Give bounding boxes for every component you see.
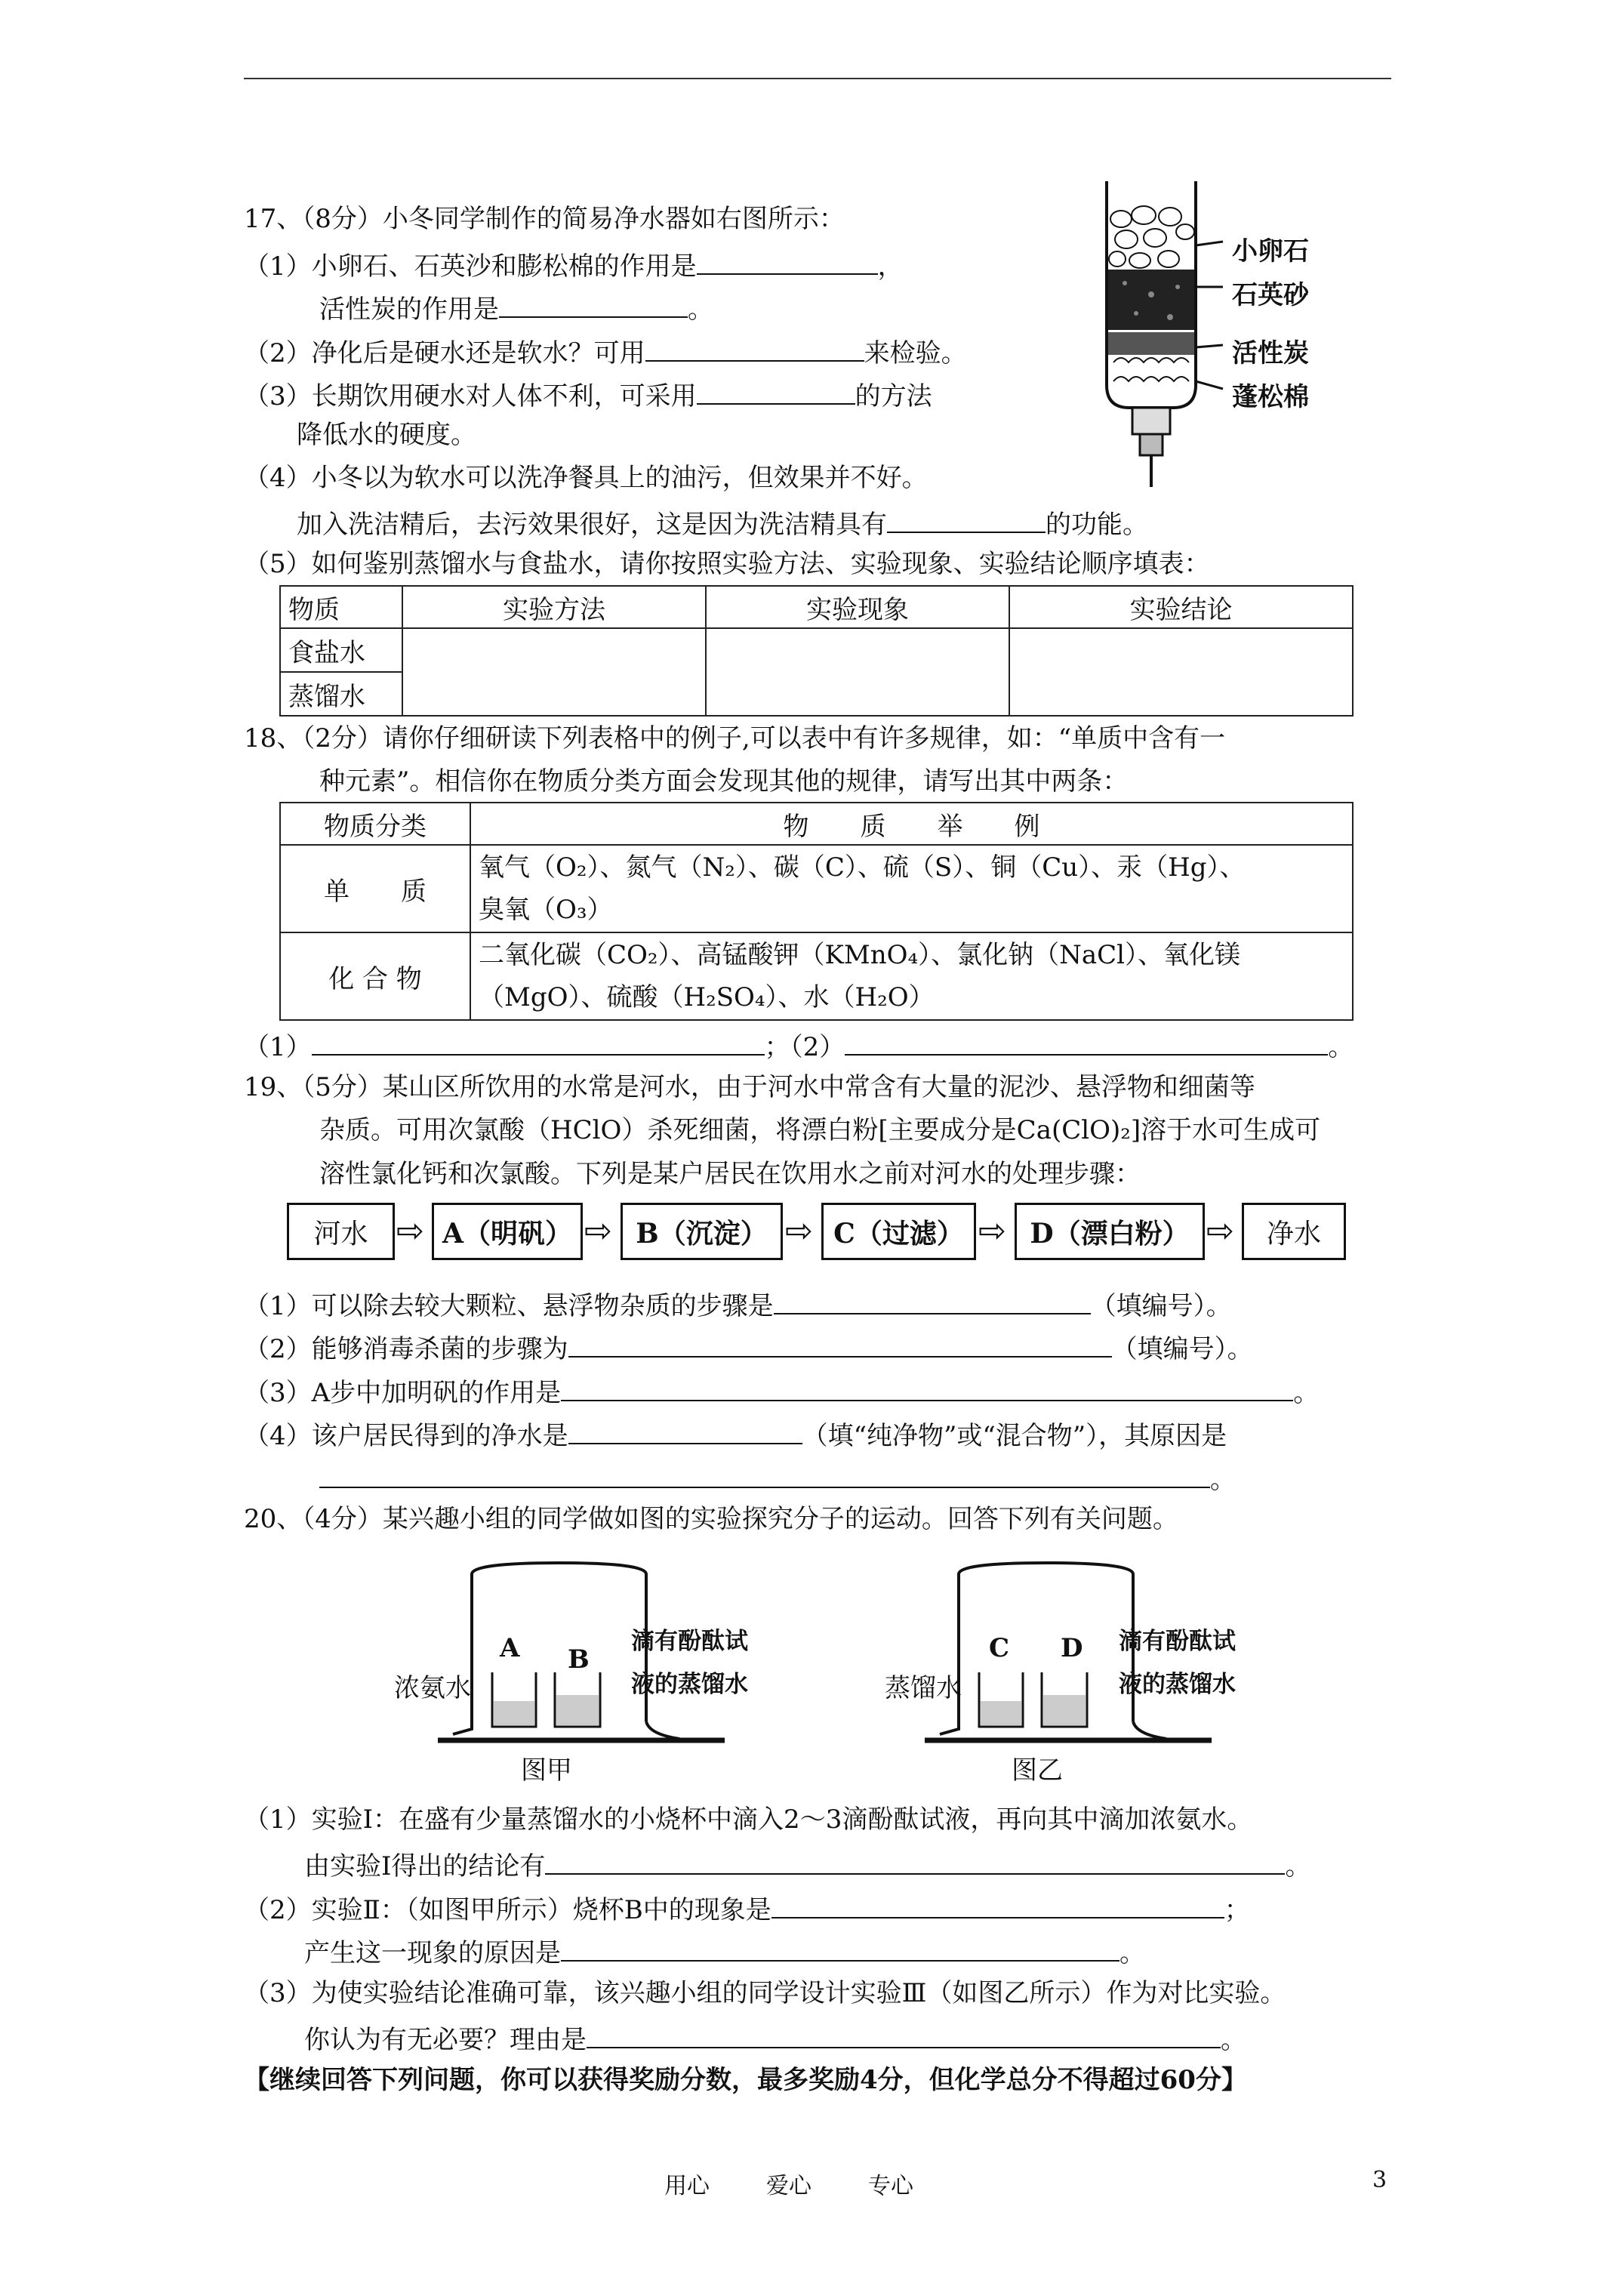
fig-yi-label-right1: 滴有酚酞试 xyxy=(1119,1628,1236,1655)
fig-yi-beaker-d: D xyxy=(1061,1633,1083,1663)
fig-jia-label-right2: 液的蒸馏水 xyxy=(631,1671,748,1698)
flow-step-d: D（漂白粉） xyxy=(1015,1203,1205,1260)
q17-line8: （5）如何鉴别蒸馏水与食盐水，请你按照实验方法、实验现象、实验结论顺序填表： xyxy=(244,549,1210,579)
flow-arrow-icon: ⇨ xyxy=(396,1212,424,1250)
table-row-label: 化 合 物 xyxy=(280,932,470,1020)
answer-blank[interactable] xyxy=(312,1028,765,1056)
fig-jia-label-right1: 滴有酚酞试 xyxy=(631,1628,748,1655)
fig-jia-beaker-b: B xyxy=(568,1644,590,1675)
q19-line3: 溶性氯化钙和次氯酸。下列是某户居民在饮用水之前对河水的处理步骤： xyxy=(319,1159,1141,1189)
q20-answer1: （1）实验Ⅰ：在盛有少量蒸馏水的小烧杯中滴入2～3滴酚酞试液，再向其中滴加浓氨水。 xyxy=(244,1804,1253,1835)
q20-answer3: （3）为使实验结论准确可靠，该兴趣小组的同学设计实验Ⅲ（如图乙所示）作为对比实验。 xyxy=(244,1978,1286,2008)
flow-step-a: A（明矾） xyxy=(432,1203,583,1260)
fig-yi-caption: 图乙 xyxy=(1012,1755,1063,1786)
filter-label-cotton: 蓬松棉 xyxy=(1232,382,1309,412)
table-header: 物质分类 xyxy=(280,803,470,845)
flow-arrow-icon: ⇨ xyxy=(978,1212,1006,1250)
q20-answer2b: 产生这一现象的原因是 。 xyxy=(304,1934,1145,1968)
q17-line2: 活性炭的作用是 。 xyxy=(319,291,713,325)
footer-text-3: 专心 xyxy=(868,2173,913,2199)
table-cell: 氧气（O₂）、氮气（N₂）、碳（C）、硫（S）、铜（Cu）、汞（Hg）、 臭氧（O₃） xyxy=(470,845,1353,932)
q18-line1: 18、（2分）请你仔细研读下列表格中的例子,可以表中有许多规律，如：“单质中含有一 xyxy=(244,723,1226,754)
fig-yi-beaker-c: C xyxy=(989,1633,1010,1663)
answer-blank[interactable] xyxy=(545,1848,1285,1875)
q18-answers: （1） ；（2） 。 xyxy=(244,1028,1354,1062)
q17-line6: （4）小冬以为软水可以洗净餐具上的油污，但效果并不好。 xyxy=(244,463,928,493)
table-row-label: 蒸馏水 xyxy=(280,672,402,716)
fig-jia-label-ammonia: 浓氨水 xyxy=(394,1673,471,1703)
q19-answer4: （4）该户居民得到的净水是 （填“纯净物”或“混合物”），其原因是 xyxy=(244,1417,1227,1451)
table-header: 物 质 举 例 xyxy=(470,803,1353,845)
fig-jia-caption: 图甲 xyxy=(521,1755,572,1786)
answer-blank[interactable] xyxy=(561,1374,1293,1401)
footer-text-1: 用心 xyxy=(664,2173,710,2199)
table-cell[interactable] xyxy=(706,628,1009,716)
answer-blank[interactable] xyxy=(697,248,878,275)
table-row-label: 单 质 xyxy=(280,845,470,932)
header-rule xyxy=(244,78,1391,79)
flow-step-c: C（过滤） xyxy=(821,1203,976,1260)
answer-blank[interactable] xyxy=(774,1287,1091,1314)
table-cell[interactable] xyxy=(1009,628,1353,716)
table-header: 物质 xyxy=(280,586,402,628)
answer-blank[interactable] xyxy=(499,291,688,318)
filter-label-activated-carbon: 活性炭 xyxy=(1232,338,1309,368)
q19-line1: 19、（5分）某山区所饮用的水常是河水，由于河水中常含有大量的泥沙、悬浮物和细菌等 xyxy=(244,1072,1255,1102)
table-cell: 二氧化碳（CO₂）、高锰酸钾（KMnO₄）、氯化钠（NaCl）、氧化镁 （MgO）、硫酸（H₂SO₄）、水（H₂O） xyxy=(470,932,1353,1020)
table-row-label: 食盐水 xyxy=(280,628,402,672)
answer-blank[interactable] xyxy=(587,2021,1221,2048)
q20-answer2: （2）实验Ⅱ：（如图甲所示）烧杯B中的现象是 ； xyxy=(244,1891,1250,1925)
answer-blank[interactable] xyxy=(887,506,1046,533)
q17-line7: 加入洗洁精后，去污效果很好，这是因为洗洁精具有 的功能。 xyxy=(297,506,1148,540)
q17-title: 17、（8分）小冬同学制作的简易净水器如右图所示： xyxy=(244,204,845,234)
q18-table xyxy=(279,802,1354,1021)
flow-arrow-icon: ⇨ xyxy=(785,1212,813,1250)
figure-jia xyxy=(423,1559,762,1755)
answer-blank[interactable] xyxy=(568,1417,802,1444)
flow-step-b: B（沉淀） xyxy=(621,1203,783,1260)
table-header: 实验方法 xyxy=(402,586,706,628)
q17-line4: （3）长期饮用硬水对人体不利，可采用 的方法 xyxy=(244,378,932,411)
flow-arrow-icon: ⇨ xyxy=(584,1212,612,1250)
bonus-note: 【继续回答下列问题，你可以获得奖励分数，最多奖励4分，但化学总分不得超过60分】 xyxy=(244,2065,1247,2095)
fig-yi-label-right2: 液的蒸馏水 xyxy=(1119,1671,1236,1698)
q17-line1: （1）小卵石、石英沙和膨松棉的作用是 ， xyxy=(244,248,904,282)
q19-answer5: 。 xyxy=(319,1461,1236,1495)
q19-answer1: （1）可以除去较大颗粒、悬浮物杂质的步骤是 （填编号）。 xyxy=(244,1287,1232,1321)
filter-label-quartz-sand: 石英砂 xyxy=(1232,280,1309,310)
q18-line2: 种元素”。相信你在物质分类方面会发现其他的规律，请写出其中两条： xyxy=(319,766,1129,797)
answer-blank[interactable] xyxy=(771,1891,1224,1918)
flow-arrow-icon: ⇨ xyxy=(1206,1212,1234,1250)
q19-answer2: （2）能够消毒杀菌的步骤为 （填编号）。 xyxy=(244,1330,1253,1364)
footer-text-2: 爱心 xyxy=(766,2173,812,2199)
filter-label-pebbles: 小卵石 xyxy=(1232,236,1309,267)
q20-answer1b: 由实验Ⅰ得出的结论有 。 xyxy=(304,1848,1310,1881)
answer-blank[interactable] xyxy=(568,1330,1112,1358)
flow-step-river-water: 河水 xyxy=(287,1203,395,1260)
table-header: 实验现象 xyxy=(706,586,1009,628)
page-number: 3 xyxy=(1372,2167,1387,2193)
table-header: 实验结论 xyxy=(1009,586,1353,628)
q19-line2: 杂质。可用次氯酸（HClO）杀死细菌，将漂白粉[主要成分是Ca(ClO)₂]溶于水可生成可 xyxy=(319,1115,1321,1145)
fig-yi-label-distilled-water: 蒸馏水 xyxy=(885,1673,962,1703)
flow-step-clean-water: 净水 xyxy=(1242,1203,1346,1260)
q20-answer3b: 你认为有无必要？理由是 。 xyxy=(304,2021,1246,2055)
table-cell[interactable] xyxy=(402,628,706,716)
answer-blank[interactable] xyxy=(845,1028,1328,1056)
q17-line3: （2）净化后是硬水还是软水？可用 来检验。 xyxy=(244,334,967,368)
q17-table xyxy=(279,585,1354,717)
answer-blank[interactable] xyxy=(319,1461,1210,1488)
answer-blank[interactable] xyxy=(561,1934,1119,1962)
q20-title: 20、（4分）某兴趣小组的同学做如图的实验探究分子的运动。回答下列有关问题。 xyxy=(244,1504,1178,1534)
q19-answer3: （3）A步中加明矾的作用是 。 xyxy=(244,1374,1319,1408)
water-filter-figure xyxy=(1079,177,1381,495)
answer-blank[interactable] xyxy=(697,378,855,405)
answer-blank[interactable] xyxy=(645,334,864,362)
fig-jia-beaker-a: A xyxy=(500,1633,520,1663)
q17-line5: 降低水的硬度。 xyxy=(297,420,476,450)
